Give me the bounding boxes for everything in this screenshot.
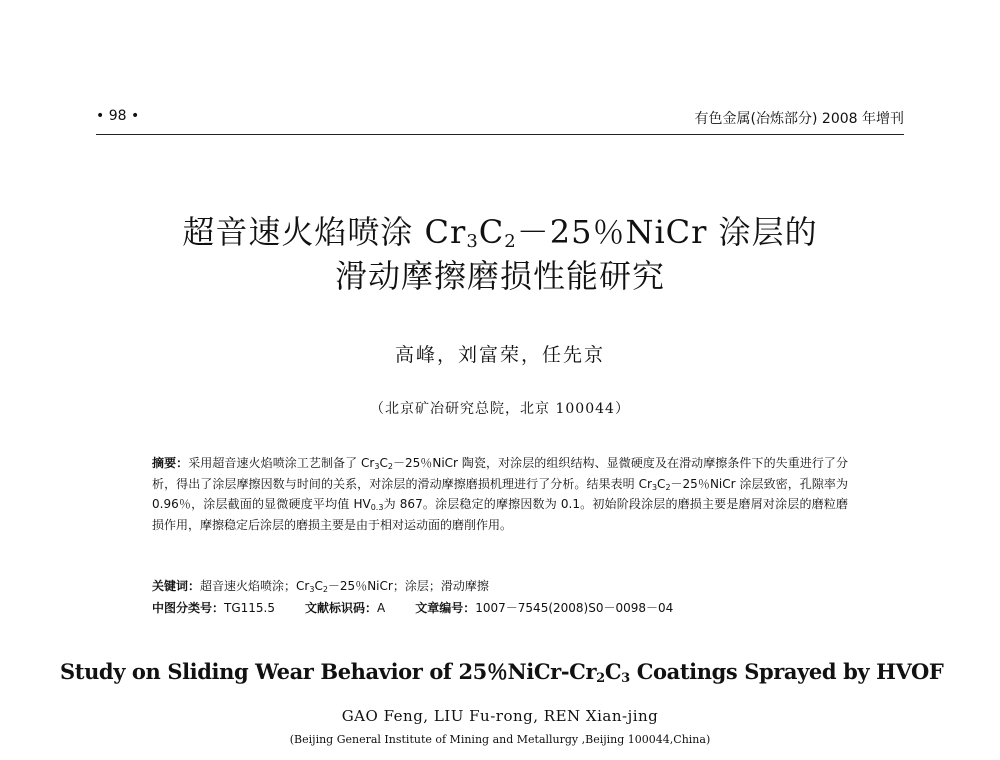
affiliation-english: (Beijing General Institute of Mining and Metallurgy ,Beijing 100044,China) — [289, 733, 711, 746]
header-rule — [96, 134, 904, 135]
page-number: • 98 • — [96, 108, 140, 124]
title-chinese-line-1: 超音速火焰喷涂 $Cr_3C_2-25$％NiCr 涂层的 — [182, 213, 818, 252]
clc-value: TG115.5 — [224, 601, 275, 615]
document-code-value: A — [377, 601, 386, 615]
classification-line — [152, 598, 852, 618]
keywords-label: 关键词： — [152, 579, 201, 593]
journal-name: 有色金属(冶炼部分) 2008 年增刊 — [694, 111, 904, 127]
abstract-label: 摘要： — [152, 456, 189, 470]
authors-english: GAO Feng, LIU Fu-rong, REN Xian-jing — [341, 707, 659, 725]
authors-chinese: 高峰，刘富荣，任先京 — [394, 344, 605, 366]
article-number-value: 1007－7545(2008)S0－0098－04 — [475, 601, 674, 615]
article-number-label: 文章编号： — [415, 601, 476, 615]
title-chinese-line-2: 滑动摩擦磨损性能研究 — [334, 257, 665, 295]
keywords-chinese: 关键词：超音速火焰喷涂；$Cr_3C_2-25$％NiCr；涂层；滑动摩擦 — [152, 579, 489, 594]
title-english: Study on Sliding Wear Behavior of 25％NiCr-$Cr_2C_3$ Coatings Sprayed by HVOF — [60, 659, 944, 686]
running-header — [96, 108, 904, 132]
affiliation-chinese: （北京矿冶研究总院，北京 100044） — [370, 401, 630, 417]
clc-label: 中图分类号： — [152, 601, 225, 615]
title-chinese — [90, 210, 910, 298]
abstract-chinese: 摘要：采用超音速火焰喷涂工艺制备了 $Cr_3C_2-25$％NiCr 陶瓷，对涂层的组织结构、显微硬度及在滑动摩擦条件下的失重进行了分析，得出了涂层摩擦因数与时间的关系，对涂层的滑动摩擦磨损机理进行了分析。结果表明 $Cr_3C_2-25$％NiCr 涂层致密，孔隙率为 0.96％，涂层截面的显微硬度平均值 $HV_{0.3}$为 867。涂层稳定的摩擦因数为 0.1。初始阶段涂层的磨损主要是磨屑对涂层的磨粒磨损作用，摩擦稳定后涂层的磨损主要是由于相对运动面的磨削作用。 — [152, 456, 848, 532]
document-code-label: 文献标识码： — [305, 601, 378, 615]
